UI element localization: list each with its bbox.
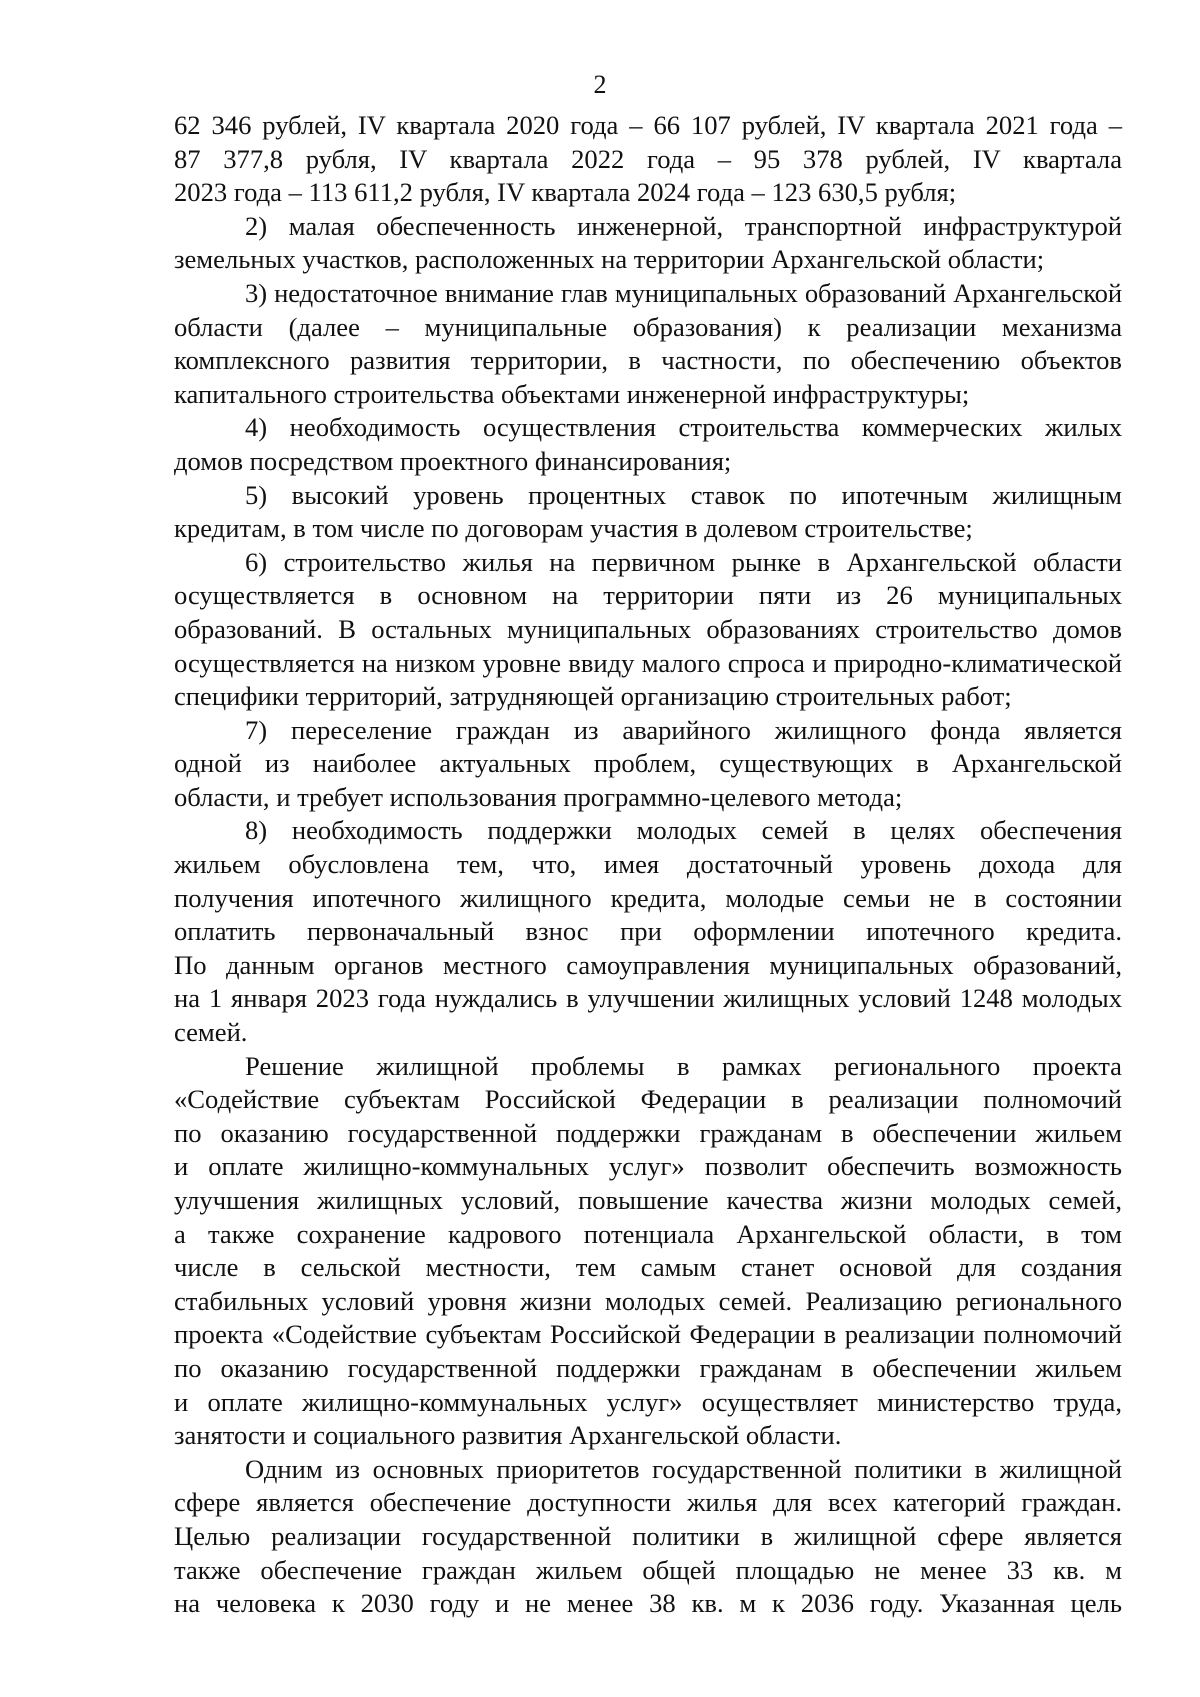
text-line: жильем обусловлена тем, что, имея достаточный уровень дохода для: [174, 849, 1122, 880]
text-line: 8) необходимость поддержки молодых семей в целях обеспечения: [245, 815, 1122, 846]
text-line: на человека к 2030 году и не менее 38 кв. м к 2036 году. Указанная цель: [174, 1588, 1122, 1619]
text-line: кредитам, в том числе по договорам участия в долевом строительстве;: [174, 513, 973, 544]
text-line: и оплате жилищно-коммунальных услуг» позволит обеспечить возможность: [174, 1151, 1122, 1182]
text-line: сфере является обеспечение доступности жилья для всех категорий граждан.: [174, 1487, 1122, 1518]
text-line: семей.: [174, 1017, 248, 1048]
text-line: стабильных условий уровня жизни молодых семей. Реализацию регионального: [174, 1285, 1122, 1316]
text-line: по оказанию государственной поддержки гражданам в обеспечении жильем: [174, 1352, 1122, 1383]
text-line: улучшения жилищных условий, повышение качества жизни молодых семей,: [174, 1185, 1122, 1215]
text-line: числе в сельской местности, тем самым станет основой для создания: [174, 1252, 1122, 1283]
text-line: По данным органов местного самоуправления муниципальных образований,: [174, 949, 1122, 980]
text-line: также обеспечение граждан жильем общей площадью не менее 33 кв. м: [174, 1554, 1122, 1585]
text-line: специфики территорий, затрудняющей организацию строительных работ;: [174, 681, 1012, 712]
text-line: занятости и социального развития Архангельской области.: [174, 1420, 842, 1451]
text-line: области, и требует использования программно-целевого метода;: [174, 781, 903, 812]
text-line: по оказанию государственной поддержки гражданам в обеспечении жильем: [174, 1117, 1122, 1148]
text-line: и оплате жилищно-коммунальных услуг» осуществляет министерство труда,: [174, 1386, 1122, 1417]
body-text: [174, 109, 1122, 1621]
text-line: одной из наиболее актуальных проблем, существующих в Архангельской: [174, 748, 1122, 779]
text-line: области (далее – муниципальные образования) к реализации механизма: [174, 311, 1122, 342]
text-line: 87 377,8 рубля, IV квартала 2022 года – 95 378 рублей, IV квартала: [174, 143, 1122, 174]
text-line: образований. В остальных муниципальных образованиях строительство домов: [174, 613, 1122, 644]
text-line: 3) недостаточное внимание глав муниципальных образований Архангельской: [245, 277, 1122, 308]
text-line: земельных участков, расположенных на территории Архангельской области;: [174, 244, 1045, 275]
text-line: «Содействие субъектам Российской Федерации в реализации полномочий: [174, 1084, 1122, 1115]
text-line: 4) необходимость осуществления строительства коммерческих жилых: [245, 412, 1122, 443]
text-line: Целью реализации государственной политики в жилищной сфере является: [174, 1520, 1122, 1551]
text-line: комплексного развития территории, в частности, по обеспечению объектов: [174, 345, 1122, 376]
text-line: осуществляется на низком уровне ввиду малого спроса и природно-климатической: [174, 647, 1122, 678]
text-line: оплатить первоначальный взнос при оформлении ипотечного кредита.: [174, 916, 1122, 947]
text-line: на 1 января 2023 года нуждались в улучшении жилищных условий 1248 молодых: [174, 983, 1122, 1014]
text-line: Одним из основных приоритетов государственной политики в жилищной: [245, 1453, 1122, 1484]
text-line: Решение жилищной проблемы в рамках регионального проекта: [245, 1050, 1122, 1081]
text-line: домов посредством проектного финансирования;: [174, 445, 732, 476]
text-line: а также сохранение кадрового потенциала Архангельской области, в том: [174, 1218, 1122, 1249]
text-line: 62 346 рублей, IV квартала 2020 года – 66 107 рублей, IV квартала 2021 года –: [174, 110, 1122, 140]
text-line: проекта «Содействие субъектам Российской Федерации в реализации полномочий: [174, 1319, 1122, 1350]
text-line: 2) малая обеспеченность инженерной, транспортной инфраструктурой: [245, 210, 1122, 241]
text-line: 6) строительство жилья на первичном рынке в Архангельской области: [245, 546, 1122, 577]
text-line: 7) переселение граждан из аварийного жилищного фонда является: [245, 714, 1122, 745]
text-line: осуществляется в основном на территории пяти из 26 муниципальных: [174, 580, 1122, 611]
text-line: 5) высокий уровень процентных ставок по ипотечным жилищным: [245, 479, 1122, 510]
page-number: 2: [593, 70, 607, 99]
text-line: капитального строительства объектами инженерной инфраструктуры;: [174, 378, 970, 409]
text-line: 2023 года – 113 611,2 рубля, IV квартала 2024 года – 123 630,5 рубля;: [174, 177, 957, 208]
text-line: получения ипотечного жилищного кредита, молодые семьи не в состоянии: [174, 882, 1122, 913]
